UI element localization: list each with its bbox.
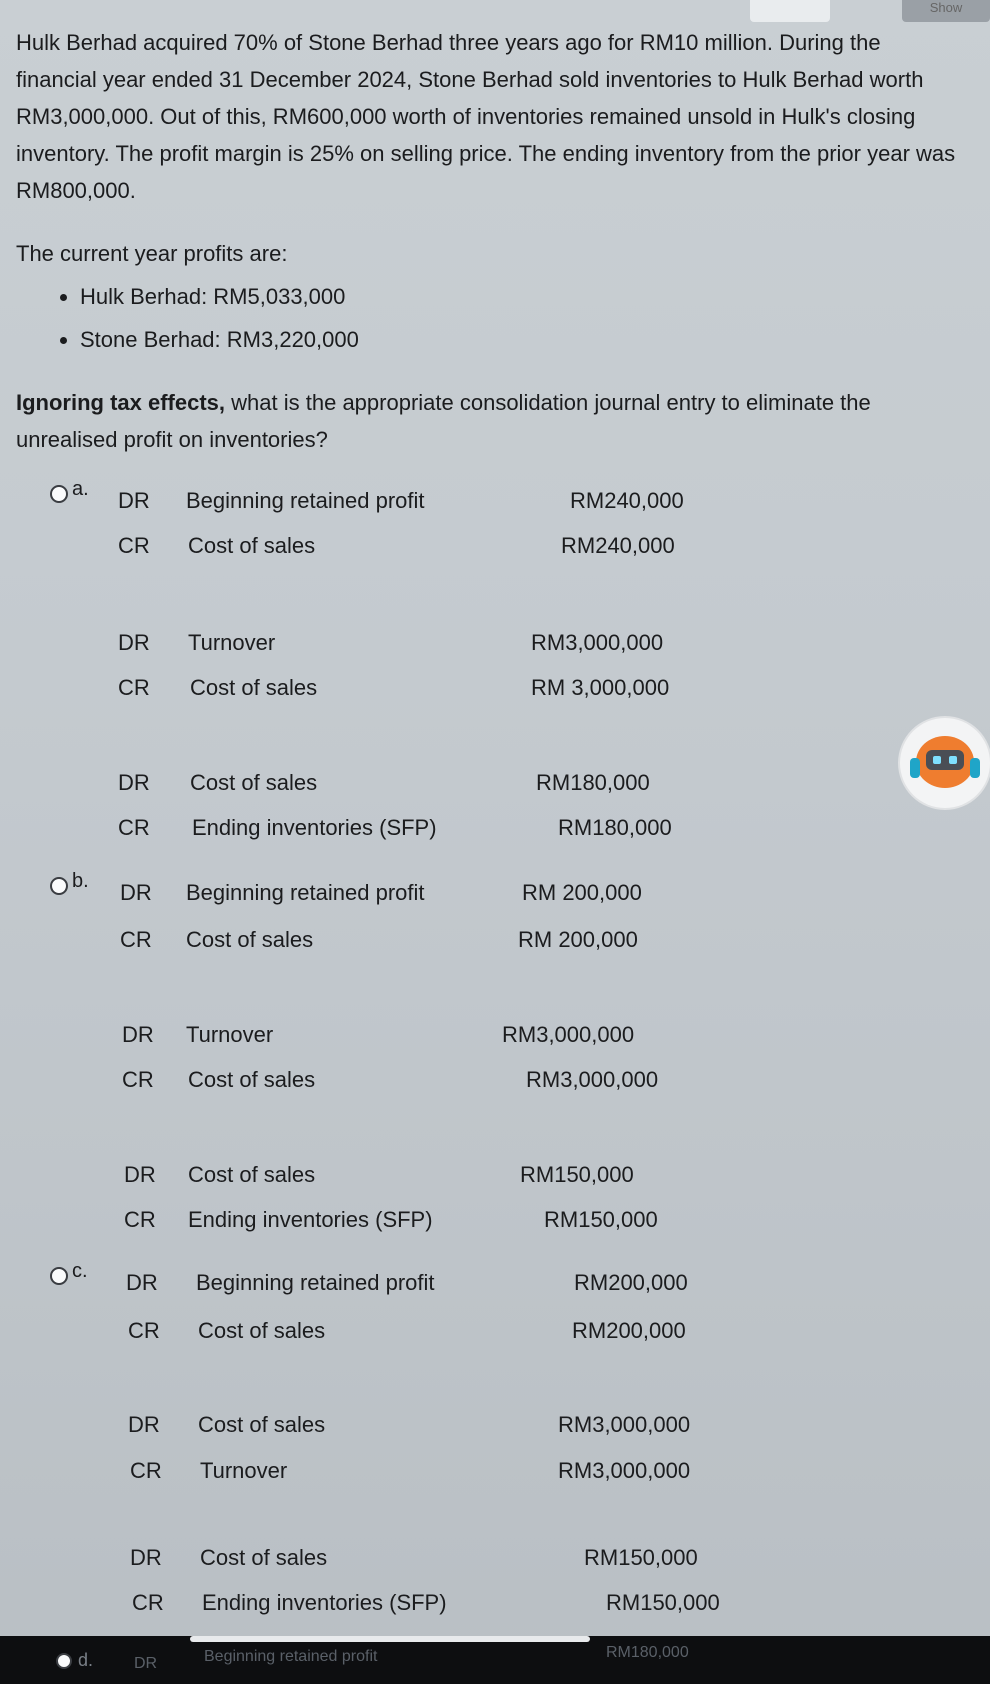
entry-account: Cost of sales xyxy=(198,1412,326,1437)
entry-amount: RM180,000 xyxy=(536,770,650,795)
entry-amount: RM3,000,000 xyxy=(531,630,664,655)
top-tab-blank[interactable] xyxy=(750,0,830,22)
entry-side: DR xyxy=(126,1270,158,1295)
entry-account: Beginning retained profit xyxy=(186,488,425,513)
entry-side: CR xyxy=(130,1458,162,1483)
entry-side: DR xyxy=(118,488,150,513)
entry-amount: RM240,000 xyxy=(561,533,675,558)
entry-side: DR xyxy=(122,1022,154,1047)
entry-amount: RM3,000,000 xyxy=(558,1458,691,1483)
entry-amount: RM150,000 xyxy=(584,1545,698,1570)
entry-amount: RM 3,000,000 xyxy=(531,675,670,700)
entry-amount: RM150,000 xyxy=(544,1207,658,1232)
entry-side: CR xyxy=(122,1067,154,1092)
question-ask xyxy=(16,384,956,458)
entry-account: Beginning retained profit xyxy=(186,880,425,905)
option-d-account: Beginning retained profit xyxy=(204,1648,378,1665)
entry-account: Ending inventories (SFP) xyxy=(202,1590,447,1615)
entry-account: Cost of sales xyxy=(190,770,318,795)
entry-amount: RM3,000,000 xyxy=(502,1022,635,1047)
list-item: Hulk Berhad: RM5,033,000 xyxy=(80,278,956,315)
entry-amount: RM200,000 xyxy=(572,1318,686,1343)
entry-account: Ending inventories (SFP) xyxy=(192,815,437,840)
entry-side: CR xyxy=(132,1590,164,1615)
entry-amount: RM180,000 xyxy=(558,815,672,840)
entry-side: DR xyxy=(124,1162,156,1187)
entry-account: Turnover xyxy=(186,1022,274,1047)
entry-account: Ending inventories (SFP) xyxy=(188,1207,433,1232)
entry-side: DR xyxy=(128,1412,160,1437)
radio-button[interactable] xyxy=(50,1267,68,1285)
question-text xyxy=(16,24,956,458)
entry-side: DR xyxy=(130,1545,162,1570)
assistant-bot-button[interactable] xyxy=(900,718,990,808)
profits-lead: The current year profits are: xyxy=(16,241,288,266)
entry-side: CR xyxy=(124,1207,156,1232)
radio-button[interactable] xyxy=(50,877,68,895)
entry-side: CR xyxy=(118,675,150,700)
question-intro: Hulk Berhad acquired 70% of Stone Berhad three years ago for RM10 million. During the financial year ended 31 December 2024, Stone Berhad sold inventories to Hulk Berhad worth RM3,000,000. Out of this, RM600,000 worth of inventories remained unsold in Hulk's closing inventory. The profit margin is 25% on selling price. The ending inventory from the prior year was RM800,000. xyxy=(16,30,956,203)
entry-amount: RM200,000 xyxy=(574,1270,688,1295)
entry-side: DR xyxy=(118,770,150,795)
ask-rest: what is the appropriate consolidation journal entry to eliminate the unrealised profit on inventories? xyxy=(16,390,871,452)
option-letter: d. xyxy=(78,1650,94,1670)
entry-account: Cost of sales xyxy=(186,927,314,952)
entry-account: Turnover xyxy=(200,1458,288,1483)
option-d-amount: RM180,000 xyxy=(606,1644,689,1661)
robot-icon xyxy=(916,736,974,788)
radio-button[interactable] xyxy=(50,485,68,503)
entry-side: CR xyxy=(118,533,150,558)
entry-side: CR xyxy=(128,1318,160,1343)
option-letter: a. xyxy=(72,478,89,500)
entry-amount: RM 200,000 xyxy=(522,880,642,905)
entry-account: Cost of sales xyxy=(190,675,318,700)
entry-account: Cost of sales xyxy=(200,1545,328,1570)
profits-list xyxy=(16,278,956,358)
entry-amount: RM240,000 xyxy=(570,488,684,513)
entry-amount: RM 200,000 xyxy=(518,927,638,952)
entry-amount: RM3,000,000 xyxy=(558,1412,691,1437)
entry-amount: RM150,000 xyxy=(520,1162,634,1187)
ask-bold: Ignoring tax effects, xyxy=(16,390,226,415)
entry-side: CR xyxy=(120,927,152,952)
entry-side: DR xyxy=(118,630,150,655)
entry-account: Beginning retained profit xyxy=(196,1270,435,1295)
entry-account: Turnover xyxy=(188,630,276,655)
entry-account: Cost of sales xyxy=(188,533,316,558)
entry-account: Cost of sales xyxy=(188,1067,316,1092)
entry-side: CR xyxy=(118,815,150,840)
entry-side: DR xyxy=(120,880,152,905)
option-letter: c. xyxy=(72,1260,88,1282)
option-letter: b. xyxy=(72,870,89,892)
option-d-side: DR xyxy=(134,1655,158,1672)
entry-amount: RM3,000,000 xyxy=(526,1067,659,1092)
radio-button[interactable] xyxy=(56,1653,72,1669)
entry-amount: RM150,000 xyxy=(606,1590,720,1615)
entry-account: Cost of sales xyxy=(198,1318,326,1343)
list-item: Stone Berhad: RM3,220,000 xyxy=(80,321,956,358)
entry-account: Cost of sales xyxy=(188,1162,316,1187)
divider xyxy=(190,1636,590,1642)
show-button[interactable]: Show xyxy=(902,0,990,22)
